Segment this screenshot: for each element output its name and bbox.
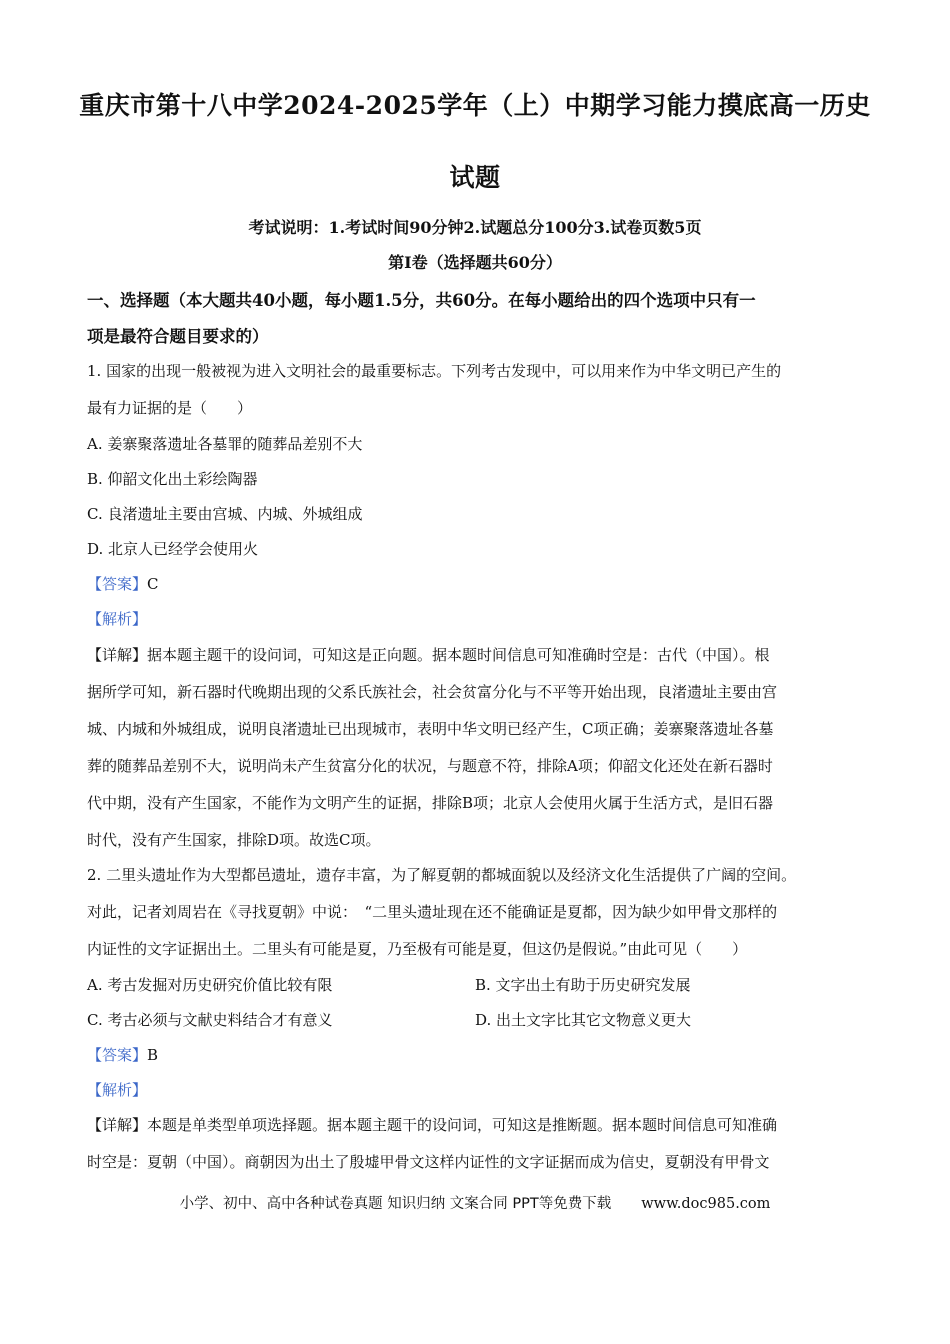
q2-option-a: A. 考古发掘对历史研究价值比较有限 (87, 976, 333, 994)
q2-detail (87, 1114, 777, 1135)
q1-option-d: D. 北京人已经学会使用火 (87, 540, 259, 558)
section-heading-continued: 项是最符合题目要求的） (87, 327, 269, 346)
q1-detail-line: 据所学可知，新石器时代晚期出现的父系氏族社会，社会贫富分化与不平等开始出现，良渚遗址主要由宫 (87, 683, 778, 701)
footer-text: 小学、初中、高中各种试卷真题 知识归纳 文案合同 PPT等免费下载 (179, 1196, 612, 1212)
page-title-continued: 试题 (449, 163, 501, 192)
q1-stem-continued: 最有力证据的是（ ） (87, 399, 253, 417)
q1-option-c: C. 良渚遗址主要由宫城、内城、外城组成 (87, 505, 363, 523)
q1-option-a: A. 姜寨聚落遗址各墓罪的随葬品差别不大 (87, 435, 363, 453)
q2-detail-line: 时空是：夏朝（中国）。商朝因为出土了殷墟甲骨文这样内证性的文字证据而成为信史，夏朝没有甲骨文 (87, 1153, 770, 1171)
q2-option-c: C. 考古必须与文献史料结合才有意义 (87, 1011, 333, 1029)
q2-stem: 2. 二里头遗址作为大型都邑遗址，遗存丰富，为了解夏朝的都城面貌以及经济文化生活提供了广阔的空间。 (87, 866, 797, 884)
page-footer (60, 1192, 890, 1213)
detail-tag: 【详解】 (87, 646, 148, 664)
detail-text: 据本题主题干的设问词，可知这是正向题。据本题时间信息可知准确时空是：古代（中国）。根 (147, 646, 770, 664)
q2-option-b: B. 文字出土有助于历史研究发展 (475, 976, 691, 994)
page-title: 重庆市第十八中学2024-2025学年（上）中期学习能力摸底高一历史 (79, 91, 871, 120)
q1-answer (87, 573, 159, 594)
q2-analysis-tag: 【解析】 (87, 1081, 148, 1099)
q2-answer (87, 1044, 158, 1065)
exam-note: 考试说明：1.考试时间90分钟2.试题总分100分3.试卷页数5页 (248, 218, 702, 237)
q1-detail-line: 时代，没有产生国家，排除D项。故选C项。 (87, 831, 381, 849)
answer-tag: 【答案】 (87, 1046, 148, 1064)
footer-website: www.doc985.com (641, 1196, 771, 1212)
section-heading: 一、选择题（本大题共40小题，每小题1.5分，共60分。在每小题给出的四个选项中只有一 (87, 291, 756, 310)
answer-value: B (147, 1046, 159, 1064)
q1-detail (87, 644, 770, 665)
q1-detail-line: 代中期，没有产生国家，不能作为文明产生的证据，排除B项；北京人会使用火属于生活方式，是旧石器 (87, 794, 774, 812)
volume-heading: 第Ⅰ卷（选择题共60分） (388, 253, 562, 272)
answer-tag: 【答案】 (87, 575, 148, 593)
detail-text: 本题是单类型单项选择题。据本题主题干的设问词，可知这是推断题。据本题时间信息可知准确 (147, 1116, 778, 1134)
q1-detail-line: 城、内城和外城组成，说明良渚遗址已出现城市，表明中华文明已经产生，C项正确；姜寨聚落遗址各墓 (87, 720, 774, 738)
q1-analysis-tag: 【解析】 (87, 610, 148, 628)
q2-stem-continued: 对此，记者刘周岩在《寻找夏朝》中说： “二里头遗址现在还不能确证是夏都，因为缺少如甲骨文那样的 (87, 903, 778, 921)
q1-stem: 1. 国家的出现一般被视为进入文明社会的最重要标志。下列考古发现中，可以用来作为中华文明已产生的 (87, 362, 782, 380)
q1-option-b: B. 仰韶文化出土彩绘陶器 (87, 470, 258, 488)
q1-detail-line: 葬的随葬品差别不大，说明尚未产生贫富分化的状况，与题意不符，排除A项；仰韶文化还处在新石器时 (87, 757, 773, 775)
answer-value: C (147, 575, 159, 593)
q2-option-d: D. 出土文字比其它文物意义更大 (475, 1011, 692, 1029)
detail-tag: 【详解】 (87, 1116, 148, 1134)
q2-stem-continued: 内证性的文字证据出土。二里头有可能是夏，乃至极有可能是夏，但这仍是假说。”由此可见（ ） (87, 940, 748, 958)
